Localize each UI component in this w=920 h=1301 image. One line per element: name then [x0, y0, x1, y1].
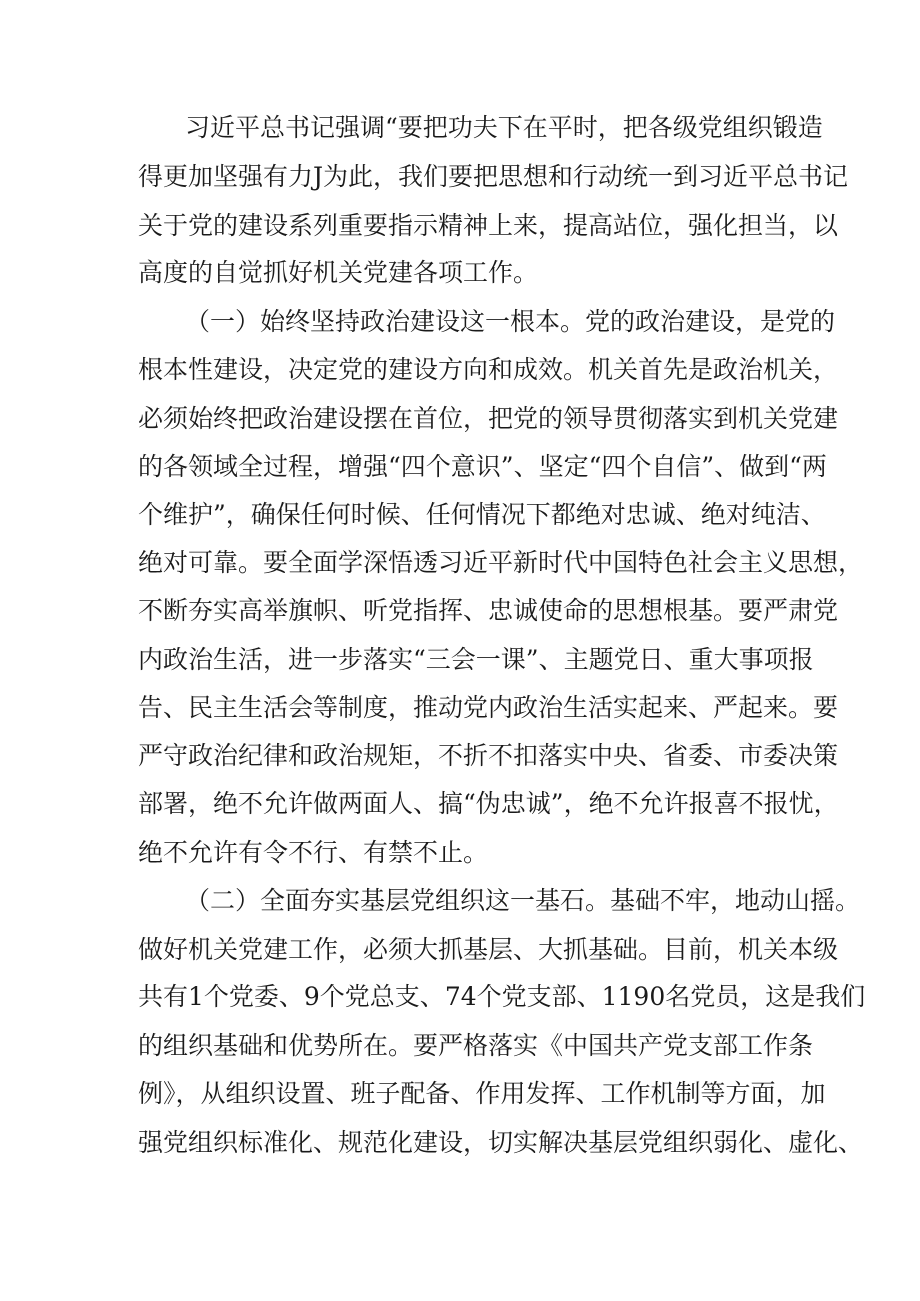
paragraph-3-line-5: 例》，从组织设置、班子配备、作用发挥、工作机制等方面，加 [138, 1079, 826, 1108]
paragraph-2-line-1: （一）始终坚持政治建设这一根本。党的政治建设，是党的 [185, 307, 836, 336]
paragraph-2-line-11: 部署，绝不允许做两面人、搞“伪忠诚”，绝不允许报喜不报忧， [138, 789, 839, 818]
paragraph-2-line-3: 必须始终把政治建设摆在首位，把党的领导贯彻落实到机关党建 [138, 404, 839, 433]
paragraph-2-line-10: 严守政治纪律和政治规矩，不折不扣落实中央、省委、市委决策 [138, 741, 839, 770]
paragraph-3-line-6: 强党组织标准化、规范化建设，切实解决基层党组织弱化、虚化、 [138, 1128, 864, 1157]
paragraph-1-line-4: 高度的自觉抓好机关党建各项工作。 [138, 258, 539, 287]
paragraph-2-line-9: 告、民主生活会等制度，推动党内政治生活实起来、严起来。要 [138, 693, 839, 722]
paragraph-2-line-4: 的各领域全过程，增强“四个意识”、坚定“四个自信”、做到“两 [138, 452, 827, 481]
paragraph-2-line-6: 绝对可靠。要全面学深悟透习近平新时代中国特色社会主义思想， [138, 548, 864, 577]
paragraph-3-line-3: 共有1个党委、9个党总支、74个党支部、1190名党员，这是我们 [138, 982, 866, 1011]
paragraph-2-line-5: 个维护”，确保任何时候、任何情况下都绝对忠诚、绝对纯洁、 [138, 500, 826, 529]
paragraph-2-line-7: 不断夯实高举旗帜、听党指挥、忠诚使命的思想根基。要严肃党 [138, 596, 839, 625]
paragraph-3-line-1: （二）全面夯实基层党组织这一基石。基础不牢，地动山摇。 [185, 886, 861, 915]
paragraph-2-line-12: 绝不允许有令不行、有禁不止。 [138, 838, 489, 867]
paragraph-3-line-2: 做好机关党建工作，必须大抓基层、大抓基础。目前，机关本级 [138, 935, 839, 964]
paragraph-3-line-4: 的组织基础和优势所在。要严格落实《中国共产党支部工作条 [138, 1031, 814, 1060]
paragraph-2-line-8: 内政治生活，进一步落实“三会一课”、主题党日、重大事项报 [138, 645, 814, 674]
paragraph-1-line-2: 得更加坚强有力J为此，我们要把思想和行动统一到习近平总书记 [138, 162, 849, 191]
paragraph-1-line-1: 习近平总书记强调“要把功夫下在平时，把各级党组织锻造 [185, 113, 823, 142]
paragraph-2-line-2: 根本性建设，决定党的建设方向和成效。机关首先是政治机关， [138, 355, 839, 384]
paragraph-1-line-3: 关于党的建设系列重要指示精神上来，提高站位，强化担当，以 [138, 211, 839, 240]
